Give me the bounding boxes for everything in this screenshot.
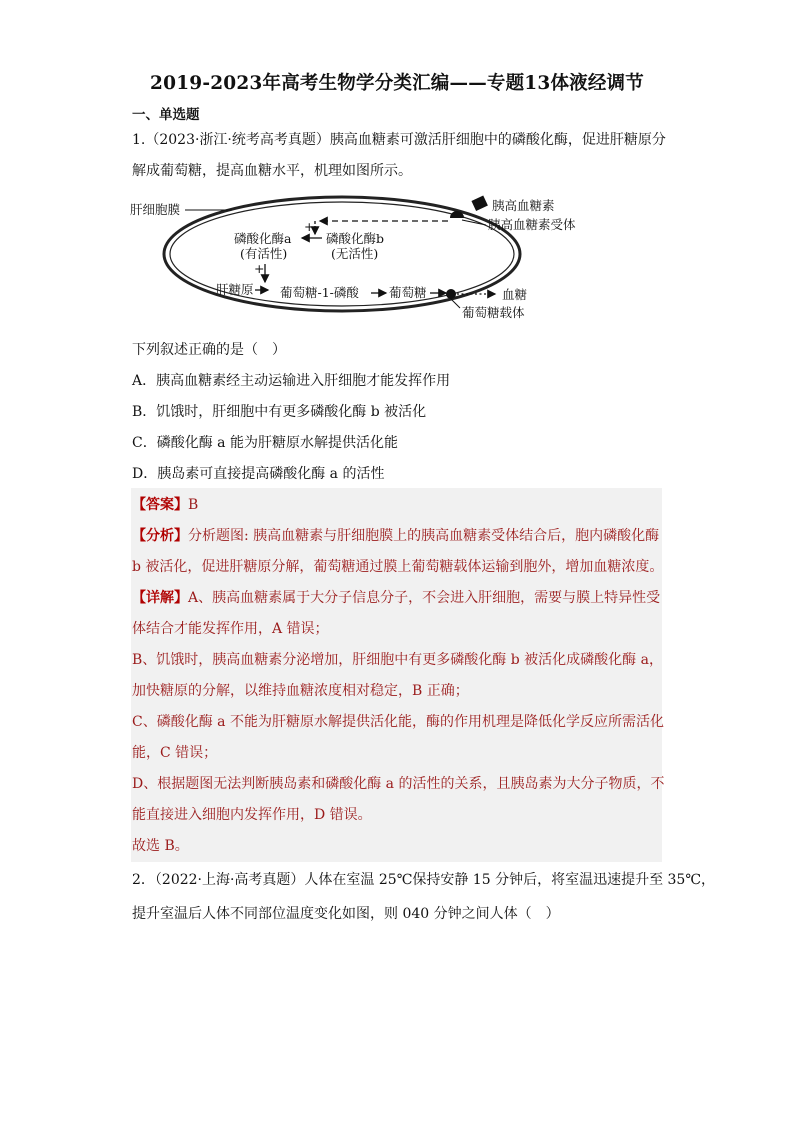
glucagon-label: 胰高血糖素 (492, 198, 555, 213)
q2-stem-line-1: 2．（2022·上海·高考真题）人体在室温 25℃保持安静 15 分钟后，将室温迅速提升至 35℃， (132, 872, 716, 888)
glycogen-mechanism-diagram (130, 190, 600, 325)
q1-stem-line-2: 解成葡萄糖，提高血糖水平，机理如图所示。 (132, 163, 412, 179)
detail-line-6: 能，C 错误； (132, 745, 218, 761)
q1-prompt: 下列叙述正确的是（ ） (132, 342, 286, 358)
enzyme-a-state: (有活性) (240, 246, 288, 261)
q1-option-c[interactable]: C．磷酸化酶 a 能为肝糖原水解提供活化能 (132, 435, 398, 451)
detail-line-4: 加快糖原的分解，以维持血糖浓度相对稳定，B 正确； (132, 683, 469, 699)
plus-sign-1: + (304, 219, 315, 234)
q1-option-d[interactable]: D．胰岛素可直接提高磷酸化酶 a 的活性 (132, 466, 385, 482)
glucagon-molecule (471, 196, 487, 211)
detail-text-1: A、胰高血糖素属于大分子信息分子，不会进入肝细胞，需要与膜上特异性受 (188, 590, 661, 606)
detail-line-3: B、饥饿时，胰高血糖素分泌增加，肝细胞中有更多磷酸化酶 b 被活化成磷酸化酶 a， (132, 652, 663, 668)
glucose-label: 葡萄糖 (389, 285, 427, 300)
page-title: 2019-2023年高考生物学分类汇编——专题13体液经调节 (150, 73, 644, 94)
section-heading: 一、单选题 (132, 107, 200, 123)
detail-line-7: D、根据题图无法判断胰岛素和磷酸化酶 a 的活性的关系，且胰岛素为大分子物质，不 (132, 776, 665, 792)
glucose-carrier-label: 葡萄糖载体 (462, 305, 525, 320)
detail-line-9: 故选 B。 (132, 838, 189, 854)
enzyme-b-label: 磷酸化酶b (326, 231, 385, 246)
plus-sign-2: + (254, 261, 265, 276)
q1-stem-line-1: 1.（2023·浙江·统考高考真题）胰高血糖素可激活肝细胞中的磷酸化酶，促进肝糖原分 (132, 132, 666, 148)
detail-line-1 (132, 587, 660, 607)
g1p-label: 葡萄糖-1-磷酸 (280, 285, 359, 300)
detail-line-2: 体结合才能发挥作用，A 错误； (132, 621, 329, 637)
cell-membrane-label: 肝细胞膜 (130, 202, 181, 217)
glycogen-label: 肝糖原 (216, 282, 254, 297)
enzyme-b-state: (无活性) (331, 246, 379, 261)
glucagon-receptor-label: 胰高血糖素受体 (488, 217, 576, 232)
analysis-line-2: b 被活化，促进肝糖原分解，葡萄糖通过膜上葡萄糖载体运输到胞外，增加血糖浓度。 (132, 559, 664, 575)
enzyme-a-label: 磷酸化酶a (234, 231, 292, 246)
answer-value: B (188, 497, 199, 513)
detail-line-5: C、磷酸化酶 a 不能为肝糖原水解提供活化能，酶的作用机理是降低化学反应所需活化 (132, 714, 664, 730)
analysis-line-1 (132, 525, 659, 545)
detail-line-8: 能直接进入细胞内发挥作用，D 错误。 (132, 807, 372, 823)
detail-tag: 【详解】 (132, 590, 188, 606)
q1-option-a[interactable]: A．胰高血糖素经主动运输进入肝细胞才能发挥作用 (132, 373, 451, 389)
analysis-text-1: 分析题图: 胰高血糖素与肝细胞膜上的胰高血糖素受体结合后，胞内磷酸化酶 (188, 528, 660, 544)
q2-stem-line-2: 提升室温后人体不同部位温度变化如图，则 040 分钟之间人体（ ） (132, 906, 560, 922)
glucose-carrier (446, 289, 456, 299)
answer-tag: 【答案】 (132, 497, 188, 513)
q1-option-b[interactable]: B．饥饿时，肝细胞中有更多磷酸化酶 b 被活化 (132, 404, 427, 420)
blood-sugar-label: 血糖 (502, 287, 528, 302)
analysis-tag: 【分析】 (132, 528, 188, 544)
answer-line (132, 494, 198, 514)
